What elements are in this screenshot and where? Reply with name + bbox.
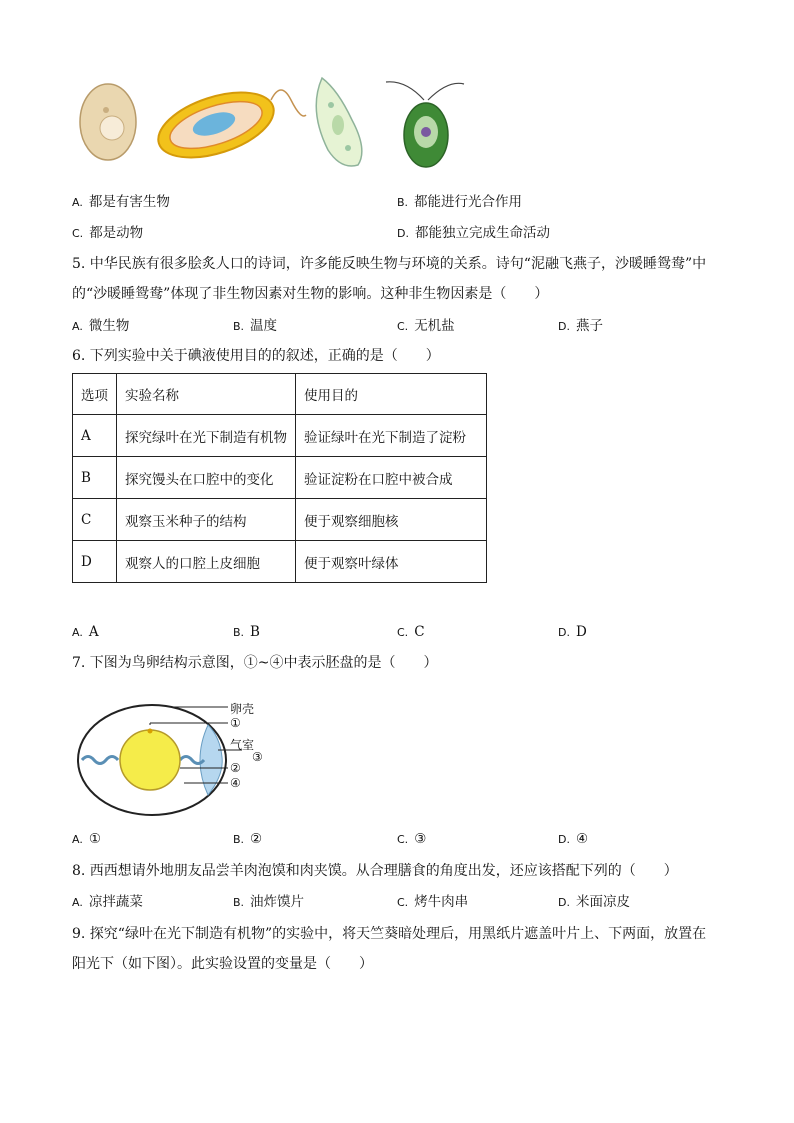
q8-stem: 8. 西西想请外地朋友品尝羊肉泡馍和肉夹馍。从合理膳食的角度出发，还应该搭配下列的（ ） (72, 863, 678, 879)
q5-option-d[interactable]: D. 燕子 (558, 318, 603, 334)
table-cell: B (73, 457, 117, 499)
yolk-shape (120, 730, 180, 790)
label-4: ④ (230, 776, 241, 790)
q6-stem: 6. 下列实验中关于碘液使用目的的叙述，正确的是（ ） (72, 348, 440, 364)
table-row (73, 541, 487, 583)
q7-option-b[interactable]: B. ② (233, 831, 263, 847)
table-cell: 验证淀粉在口腔中被合成 (296, 457, 487, 499)
label-egg-shell: 卵壳 (230, 702, 255, 716)
q6-option-a[interactable]: A. A (72, 624, 99, 640)
q5-stem-line1: 5. 中华民族有很多脍炙人口的诗词，许多能反映生物与环境的关系。诗句“泥融飞燕子，沙暖睡鸳鸯”中 (72, 256, 707, 272)
table-cell: 便于观察细胞核 (296, 499, 487, 541)
label-1: ① (230, 716, 241, 730)
paramecium-image (316, 78, 362, 166)
bacterium-image (150, 80, 306, 170)
table-row (73, 457, 487, 499)
table-cell: C (73, 499, 117, 541)
table-row (73, 499, 487, 541)
table-header-cell: 使用目的 (296, 374, 487, 415)
table-cell: 验证绿叶在光下制造了淀粉 (296, 415, 487, 457)
table-cell: 观察玉米种子的结构 (117, 499, 296, 541)
germinal-disc-shape (148, 729, 153, 734)
table-cell: 便于观察叶绿体 (296, 541, 487, 583)
table-cell: 探究绿叶在光下制造有机物 (117, 415, 296, 457)
q7-option-a[interactable]: A. ① (72, 831, 101, 847)
table-row (73, 415, 487, 457)
organisms-illustration (76, 70, 476, 180)
chlamydomonas-image (386, 82, 464, 167)
q9-stem-line1: 9. 探究“绿叶在光下制造有机物”的实验中，将天竺葵暗处理后，用黑纸片遮盖叶片上、下两面，放置在 (72, 926, 707, 942)
table-cell: A (73, 415, 117, 457)
q9-stem-line2: 阳光下（如下图）。此实验设置的变量是（ ） (72, 956, 373, 972)
q8-option-b[interactable]: B. 油炸馍片 (233, 894, 305, 910)
q5-option-b[interactable]: B. 温度 (233, 318, 278, 334)
label-air-cell: 气室 (230, 738, 255, 752)
table-cell: 观察人的口腔上皮细胞 (117, 541, 296, 583)
table-header-cell: 实验名称 (117, 374, 296, 415)
q7-stem: 7. 下图为鸟卵结构示意图，①~④中表示胚盘的是（ ） (72, 655, 438, 671)
q7-option-c[interactable]: C. ③ (397, 831, 427, 847)
animal-cell-image (80, 84, 136, 160)
q4-option-a[interactable]: A. 都是有害生物 (72, 194, 170, 210)
q4-option-c[interactable]: C. 都是动物 (72, 225, 144, 241)
label-2: ② (230, 761, 241, 775)
q6-table (72, 373, 487, 583)
q5-stem-line2: 的“沙暖睡鸳鸯”体现了非生物因素对生物的影响。这种非生物因素是（ ） (72, 286, 549, 302)
table-cell: D (73, 541, 117, 583)
table-header-row (73, 374, 487, 415)
q6-option-d[interactable]: D. D (558, 624, 587, 640)
q6-option-c[interactable]: C. C (397, 624, 425, 640)
q8-option-d[interactable]: D. 米面凉皮 (558, 894, 630, 910)
table-header-cell: 选项 (73, 374, 117, 415)
q4-option-d[interactable]: D. 都能独立完成生命活动 (397, 225, 550, 241)
q8-option-a[interactable]: A. 凉拌蔬菜 (72, 894, 143, 910)
q6-option-b[interactable]: B. B (233, 624, 260, 640)
q7-option-d[interactable]: D. ④ (558, 831, 589, 847)
q4-option-b[interactable]: B. 都能进行光合作用 (397, 194, 523, 210)
q5-option-a[interactable]: A. 微生物 (72, 318, 130, 334)
table-cell: 探究馒头在口腔中的变化 (117, 457, 296, 499)
q8-option-c[interactable]: C. 烤牛肉串 (397, 894, 469, 910)
q5-option-c[interactable]: C. 无机盐 (397, 318, 455, 334)
label-3: ③ (252, 750, 263, 764)
